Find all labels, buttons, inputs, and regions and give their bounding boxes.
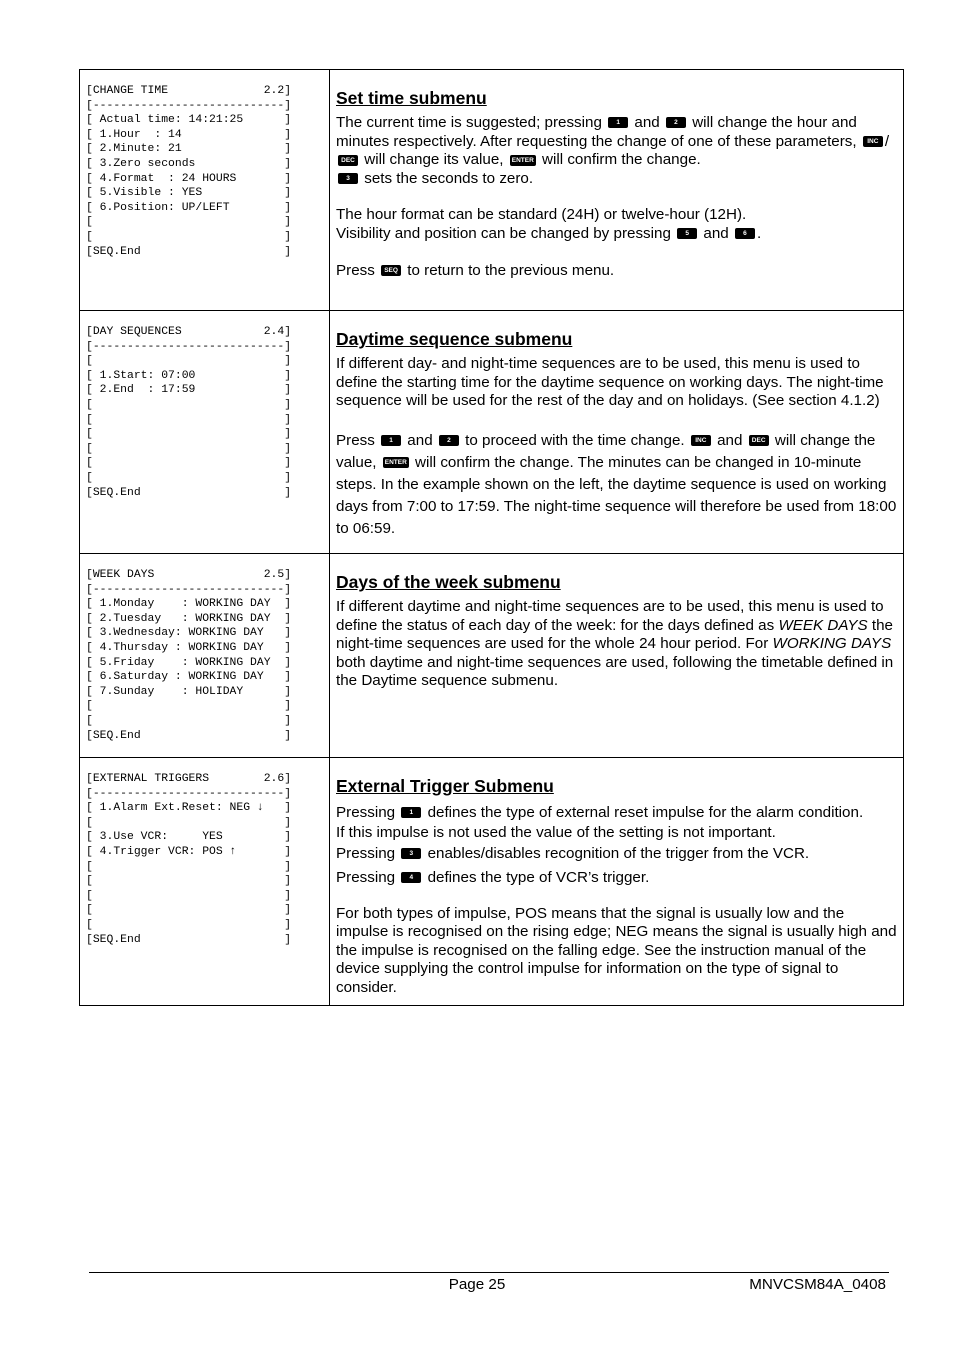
paragraph: The hour format can be standard (24H) or twelve-hour (12H).	[336, 206, 747, 224]
key-2-icon: 2	[666, 117, 686, 128]
menu-screen-day-sequences: [DAY SEQUENCES 2.4] [----------------------------] [ ] [ 1.Start: 07:00 ] [ 2.End : 17:59 ] [ ] [ ] [ ] [ ] [ ] [ ] [SEQ.End ]	[86, 326, 292, 499]
screen-cell	[80, 758, 330, 1005]
paragraph: If different day- and night-time sequences are to be used, this menu is used to define the starting time for the daytime sequence on working days. The night-time sequence will be used for the rest of the day and on holidays. (See section 4.1.2)	[336, 355, 884, 410]
paragraph	[336, 225, 897, 244]
key-1-icon: 1	[401, 807, 421, 818]
text: and	[717, 431, 743, 449]
text: Pressing	[336, 868, 396, 886]
text: and	[634, 114, 660, 131]
text: both daytime and night-time sequences are used, following the timetable defined in the Daytime sequence submenu.	[336, 653, 894, 690]
text: If different daytime and night-time sequences are to be used, this menu is used to define the status of each day of the week: for the days defined as	[336, 598, 884, 634]
text: Pressing	[336, 804, 396, 821]
screen-cell	[80, 311, 330, 553]
paragraph: For both types of impulse, POS means that the signal is usually low and the impulse is recognised on the rising edge; NEG means the signal is usually high and the impulse is recognised on the falling edge. See the instruction manual of the device supplying the control impulse for information on the type of signal to consider.	[336, 904, 897, 996]
menu-screen-week-days: [WEEK DAYS 2.5] [----------------------------] [ 1.Monday : WORKING DAY ] [ 2.Tuesday : WORKING DAY ] [ 3.Wednesday: WORKING DAY ] [ 4.Thursday : WORKING DAY ] [ 5.Friday : WORKING DAY ] [ 6.Saturday : WORKING DAY ] [ 7.Sunday : HOLIDAY ] [ ] [ ] [SEQ.End ]	[86, 569, 292, 742]
section-title: Daytime sequence submenu	[336, 329, 573, 349]
text: and	[407, 431, 433, 449]
key-seq-icon: SEQ	[381, 265, 401, 276]
emphasis-text: WEEK DAYS	[778, 616, 868, 634]
section-days-of-week	[80, 554, 903, 758]
key-inc-icon: INC	[691, 435, 711, 446]
paragraph	[336, 802, 897, 824]
footer-rule	[89, 1272, 889, 1273]
key-3-icon: 3	[338, 173, 358, 184]
key-4-icon: 4	[401, 872, 421, 883]
text: enables/disables recognition of the trigger from the VCR.	[427, 844, 810, 862]
key-dec-icon: DEC	[749, 435, 769, 446]
emphasis-text: WORKING DAYS	[772, 635, 892, 653]
key-inc-icon: INC	[863, 136, 883, 147]
paragraph	[336, 262, 897, 281]
section-title: Days of the week submenu	[336, 572, 561, 592]
paragraph	[336, 170, 897, 189]
description-cell	[330, 554, 903, 757]
paragraph	[336, 430, 897, 540]
description-cell	[330, 758, 903, 1005]
text: Press	[336, 431, 375, 449]
text: will change its value,	[364, 151, 504, 169]
manual-table	[79, 69, 904, 1006]
section-title: Set time submenu	[336, 88, 487, 108]
paragraph	[336, 114, 897, 170]
section-external-trigger	[80, 758, 903, 1005]
paragraph: If this impulse is not used the value of the setting is not important.	[336, 824, 776, 841]
menu-screen-change-time: [CHANGE TIME 2.2] [----------------------------] [ Actual time: 14:21:25 ] [ 1.Hour : 14 ] [ 2.Minute: 21 ] [ 3.Zero seconds ] [ 4.Format : 24 HOURS ] [ 5.Visible : YES ] [ 6.Position: UP/LEFT ] [ ] [ ] [SEQ.End ]	[86, 85, 292, 258]
key-1-icon: 1	[381, 435, 401, 446]
text: sets the seconds to zero.	[364, 169, 534, 187]
key-1-icon: 1	[608, 117, 628, 128]
text: Pressing	[336, 844, 396, 862]
text: will confirm the change. The minutes can be changed in 10-minute steps. In the example shown on the left, the daytime sequence is used on working days from 7:00 to 17:59. The night-time sequence will therefore be used from 18:00 to 06:59.	[336, 453, 897, 537]
page-number: Page 25	[448, 1276, 506, 1293]
section-title: External Trigger Submenu	[336, 776, 554, 796]
text: /	[884, 132, 890, 150]
text: to return to the previous menu.	[407, 261, 615, 279]
text: defines the type of VCR’s trigger.	[427, 868, 650, 886]
text: Visibility and position can be changed by pressing	[336, 224, 671, 242]
paragraph	[336, 865, 897, 891]
section-daytime-sequence	[80, 311, 903, 554]
key-6-icon: 6	[735, 228, 755, 239]
section-set-time	[80, 70, 903, 311]
screen-cell	[80, 70, 330, 310]
text: will change the value,	[336, 431, 876, 471]
text: Press	[336, 261, 375, 279]
text: will confirm the change.	[542, 151, 701, 169]
key-enter-icon: ENTER	[384, 459, 407, 467]
description-cell	[330, 311, 903, 553]
key-dec-icon: DEC	[338, 155, 358, 166]
key-2-icon: 2	[439, 435, 459, 446]
paragraph	[336, 843, 897, 865]
text: to proceed with the time change.	[465, 431, 685, 449]
screen-cell	[80, 554, 330, 757]
text: and	[703, 224, 729, 242]
description-cell	[330, 70, 903, 310]
key-3-icon: 3	[401, 848, 421, 859]
text: the night-time sequences are used for the whole 24 hour period. For	[336, 616, 893, 653]
text: defines the type of external reset impulse for the alarm condition.	[427, 804, 864, 821]
key-5-icon: 5	[677, 228, 697, 239]
menu-screen-external-triggers: [EXTERNAL TRIGGERS 2.6] [----------------------------] [ 1.Alarm Ext.Reset: NEG ↓ ] [ ] [ 3.Use VCR: YES ] [ 4.Trigger VCR: POS ↑ ] [ ] [ ] [ ] [ ] [ ] [SEQ.End ]	[86, 773, 292, 946]
text: .	[756, 224, 762, 242]
paragraph	[336, 598, 897, 691]
document-code: MNVCSM84A_0408	[749, 1276, 886, 1293]
text: will change the hour and minutes respectively. After requesting the change of one of these parameters,	[336, 114, 857, 150]
text: The current time is suggested; pressing	[336, 114, 602, 131]
key-enter-icon: ENTER	[511, 156, 534, 164]
